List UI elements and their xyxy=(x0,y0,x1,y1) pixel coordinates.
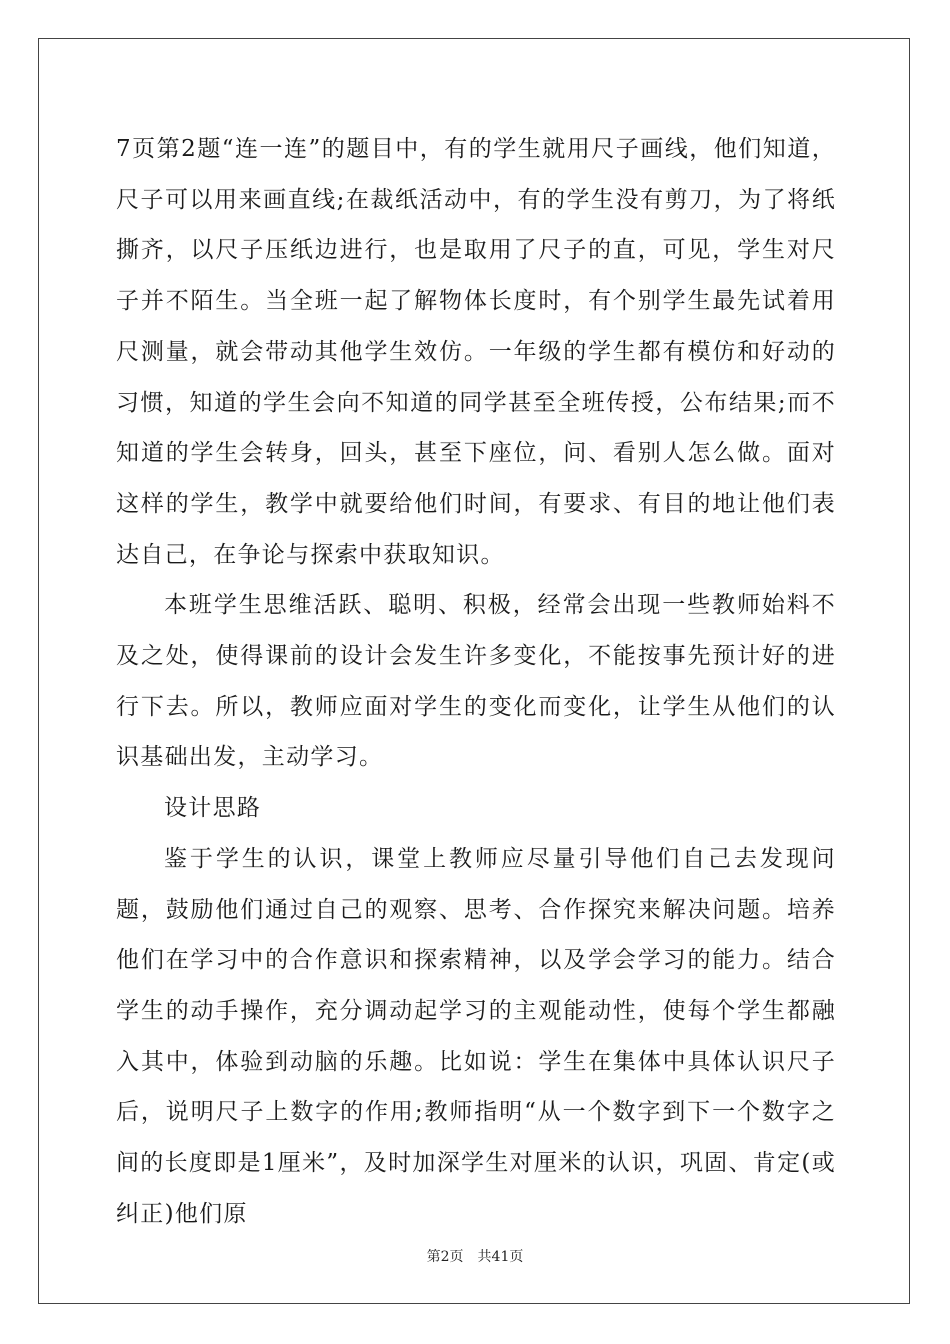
document-body xyxy=(116,124,836,1239)
page-total: 共41页 xyxy=(477,1249,524,1265)
paragraph-continued: 7页第2题“连一连”的题目中，有的学生就用尺子画线，他们知道，尺子可以用来画直线;在裁纸活动中，有的学生没有剪刀，为了将纸撕齐，以尺子压纸边进行，也是取用了尺子的直，可见，学生对尺子并不陌生。当全班一起了解物体长度时，有个别学生最先试着用尺测量，就会带动其他学生效仿。一年级的学生都有模仿和好动的习惯，知道的学生会向不知道的同学甚至全班传授，公布结果;而不知道的学生会转身，回头，甚至下座位，问、看别人怎么做。面对这样的学生，教学中就要给他们时间，有要求、有目的地让他们表达自己，在争论与探索中获取知识。 xyxy=(116,136,836,568)
paragraph-class-profile: 本班学生思维活跃、聪明、积极，经常会出现一些教师始料不及之处，使得课前的设计会发生许多变化，不能按事先预计好的进行下去。所以，教师应面对学生的变化而变化，让学生从他们的认识基础出发，主动学习。 xyxy=(116,592,836,771)
page-number: 第2页 xyxy=(426,1249,464,1265)
paragraph-design-approach: 鉴于学生的认识，课堂上教师应尽量引导他们自己去发现问题，鼓励他们通过自己的观察、思考、合作探究来解决问题。培养他们在学习中的合作意识和探索精神，以及学会学习的能力。结合学生的动手操作，充分调动起学习的主观能动性，使每个学生都融入其中，体验到动脑的乐趣。比如说：学生在集体中具体认识尺子后，说明尺子上数字的作用;教师指明“从一个数字到下一个数字之间的长度即是1厘米”，及时加深学生对厘米的认识，巩固、肯定(或纠正)他们原 xyxy=(116,845,836,1227)
section-heading-design-approach: 设计思路 xyxy=(164,795,262,822)
page-footer xyxy=(0,1246,950,1266)
